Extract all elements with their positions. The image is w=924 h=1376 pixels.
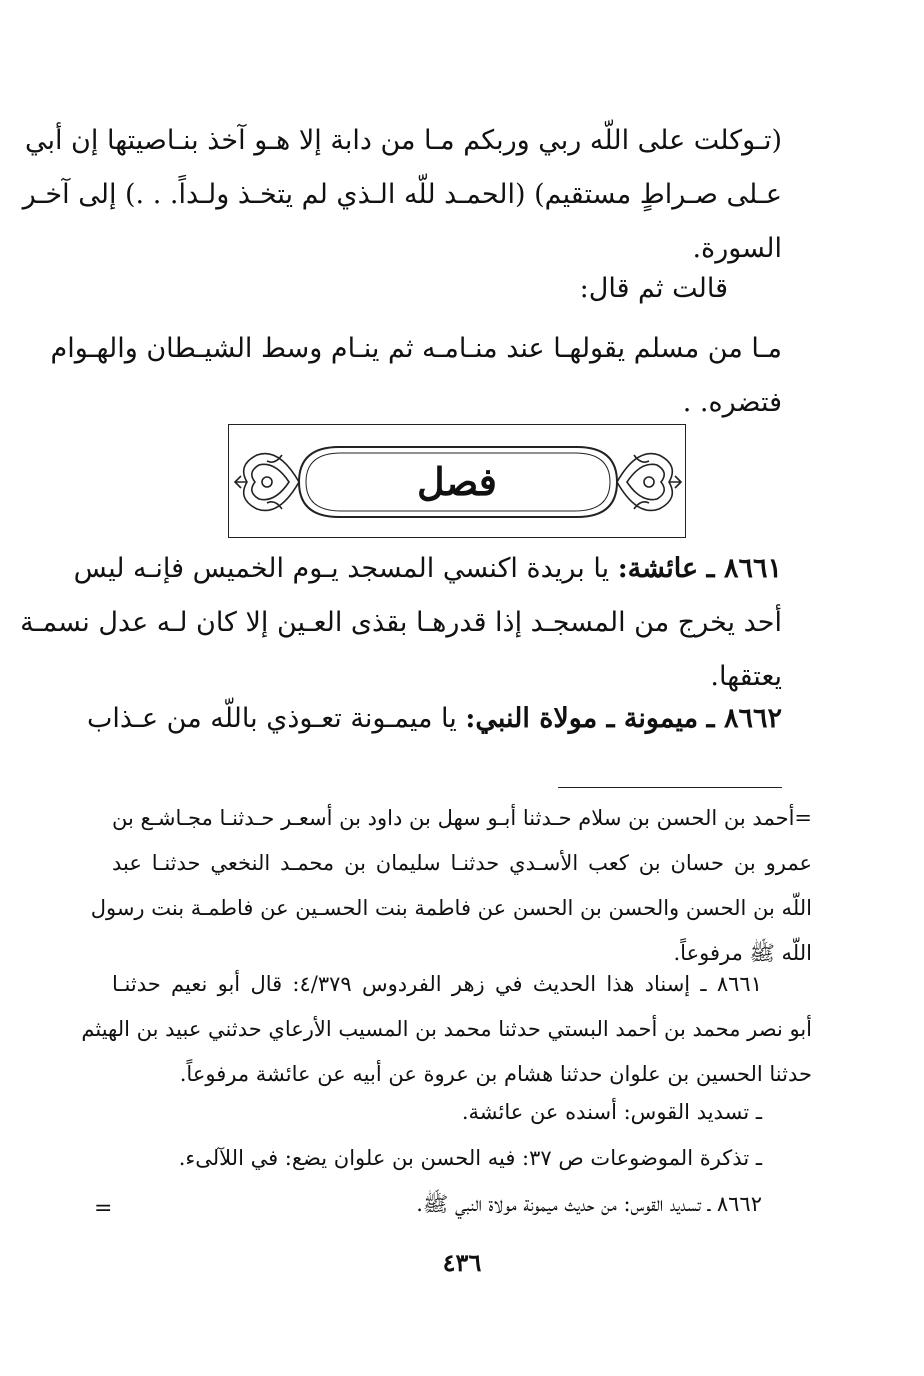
footnote-separator: [558, 787, 782, 788]
hadith-narrator: ميمونة ـ مولاة النبي:: [465, 703, 699, 734]
text-line: السورة.: [692, 233, 782, 264]
footnote-line: ـ تسديد القوس: أسنده عن عائشة.: [461, 1100, 762, 1124]
text-line: عـلى صـراطٍ مستقيم) (الحمـد للّه الـذي لم يتخـذ ولـداً. . .) إلى آخـر: [22, 179, 782, 210]
paragraph-quran-verses: [22, 114, 782, 276]
text-line: [86, 692, 782, 746]
footnote-continuation: [90, 796, 812, 976]
paragraph-no-muslim: [50, 322, 782, 430]
footnote-line: ٨٦٦٢ ـ تسديد القوس: من حديث ميمونة مولاة النبي ﷺ.: [416, 1192, 762, 1216]
hadith-8662: [86, 692, 782, 746]
hadith-number: ٨٦٦٢ ـ: [706, 703, 782, 734]
text-line: (تـوكلت على اللّه ربي وربكم مـا من دابة إلا هـو آخذ بنـاصيتها إن أبي: [24, 125, 782, 156]
footnote-line: ـ تذكرة الموضوعات ص ٣٧: فيه الحسن بن علوان يضع: في اللآلىء.: [178, 1146, 762, 1170]
page-number: ٤٣٦: [442, 1248, 482, 1277]
hadith-text: يا ميمـونة تعـوذي باللّه من عـذاب: [86, 703, 457, 734]
hadith-text: يا بريدة اكنسي المسجد يـوم الخميس فإنـه ليس: [73, 553, 610, 584]
text-line: [73, 542, 782, 596]
footnote-line: حدثنا الحسين بن علوان حدثنا هشام بن عروة عن أبيه عن عائشة مرفوعاً.: [179, 1062, 812, 1086]
footnote-8661: [81, 962, 812, 1097]
footnote-line: =أحمد بن الحسن بن سلام حـدثنا أبـو سهل بن داود بن أسعـر حـدثنـا مجـاشـع بن: [112, 806, 812, 830]
text-line: أحد يخرج من المسجـد إذا قدرهـا بقذى العـين إلا كان لـه عدل نسمـة: [20, 607, 782, 638]
text-line: يعتقها.: [710, 661, 782, 692]
hadith-narrator: عائشة:: [617, 553, 699, 584]
footnote-line: ٨٦٦١ ـ إسناد هذا الحديث في زهر الفردوس ٤/٣٧٩: قال أبو نعيم حدثنـا: [112, 972, 762, 996]
hadith-8661: [20, 542, 782, 704]
text-line: فتضره. .: [682, 387, 782, 418]
text-line: مـا من مسلم يقولهـا عند منـامـه ثم ينـام وسط الشيـطان والهـوام: [50, 333, 782, 364]
text-line: قالت ثم قال:: [579, 273, 728, 304]
hadith-number: ٨٦٦١ ـ: [706, 553, 782, 584]
section-heading: فصل: [417, 459, 497, 504]
paragraph-then-said: [110, 262, 782, 316]
footnote-line: اللّه بن الحسن والحسن بن الحسن عن فاطمة بنت الحسـين عن فاطمـة بنت رسول: [90, 896, 812, 920]
footnote-tadhkira: [112, 1136, 812, 1181]
continuation-mark: =: [94, 1196, 113, 1221]
footnote-line: أبو نصر محمد بن أحمد البستي حدثنا محمد بن المسيب الأرعاي حدثني عبيد بن الهيثم: [81, 1017, 812, 1041]
footnote-line: عمرو بن حسان بن كعب الأسـدي حدثنـا سليمان بن محمـد النخعي حدثنـا عبد: [112, 851, 812, 875]
footnote-tasdid-8662: [112, 1182, 812, 1227]
section-banner: [228, 424, 686, 538]
footnote-line: اللّه ﷺ مرفوعاً.: [673, 941, 812, 965]
footnote-tasdid-8661: [112, 1090, 812, 1135]
